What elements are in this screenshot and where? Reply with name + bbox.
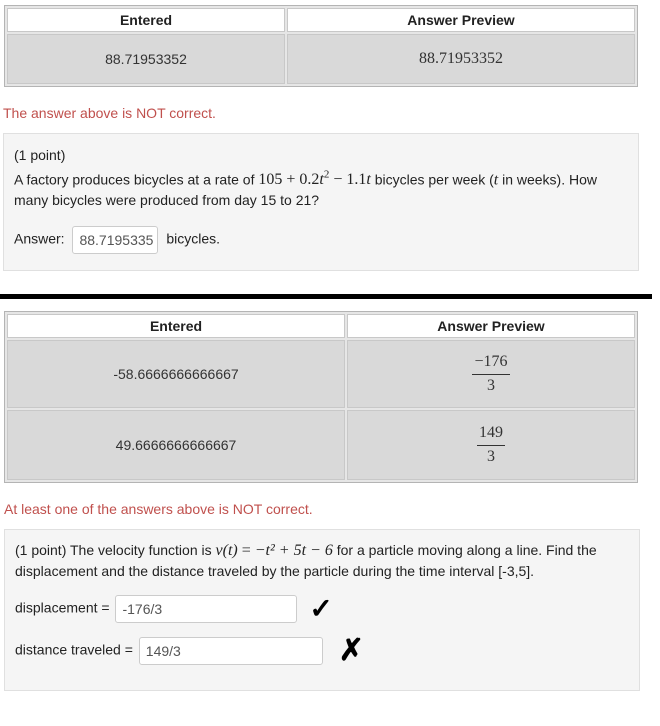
entered-value: 88.71953352 (7, 34, 285, 84)
rate-expression: $105 + 0.2t^2 - 1.1t$ (258, 169, 371, 189)
results-table-2 (4, 311, 638, 483)
header-answer-preview: Answer Preview (347, 314, 635, 338)
header-entered: Entered (7, 314, 345, 338)
answer-preview-value (347, 340, 635, 408)
distance-input[interactable]: 149/3 (139, 637, 323, 665)
distance-row (15, 634, 629, 667)
fraction-preview: $\frac{149}{3}$ (479, 424, 503, 465)
displacement-label: displacement = (15, 599, 110, 616)
answer-input[interactable]: 88.7195335 (72, 226, 158, 254)
distance-label: distance traveled = (15, 641, 133, 658)
check-mark-icon: ✓ (309, 593, 333, 624)
table-row (7, 410, 635, 480)
results-table-1 (4, 5, 638, 87)
section-divider (0, 294, 652, 299)
problem-text: (1 point) The velocity function is v(t) = −t² + 5t − 6 for a particle moving along a line. Find the displacement and the distance traveled by the particle during the time interval [-3,5]. (15, 542, 597, 579)
header-answer-preview: Answer Preview (287, 8, 635, 32)
problem-text: A factory produces bicycles at a rate of $105 + 0.2t^2 - 1.1t$ bicycles per week (t in weeks). How many bicycles were produced from day 15 to 21? (14, 169, 598, 209)
displacement-row (15, 595, 629, 623)
header-entered: Entered (7, 8, 285, 32)
displacement-input[interactable]: -176/3 (115, 595, 297, 623)
velocity-expression: v(t) = −t² + 5t − 6 (215, 542, 333, 559)
answer-label: Answer: (14, 231, 65, 248)
entered-value: 49.6666666666667 (7, 410, 345, 480)
status-message-1: The answer above is NOT correct. (3, 105, 216, 121)
status-message-2: At least one of the answers above is NOT correct. (4, 501, 313, 517)
fraction-preview: $\frac{-176}{3}$ (474, 353, 508, 394)
answer-unit: bicycles. (166, 231, 221, 248)
answer-preview-value: 88.71953352 (287, 34, 635, 84)
problem-points: (1 point) (14, 147, 66, 163)
answer-preview-value (347, 410, 635, 480)
table-row (7, 340, 635, 408)
cross-mark-icon: ✗ (338, 634, 364, 667)
entered-value: -58.6666666666667 (7, 340, 345, 408)
answer-row (14, 226, 628, 254)
problem-panel-2 (4, 529, 640, 691)
problem-panel-1 (3, 133, 639, 271)
